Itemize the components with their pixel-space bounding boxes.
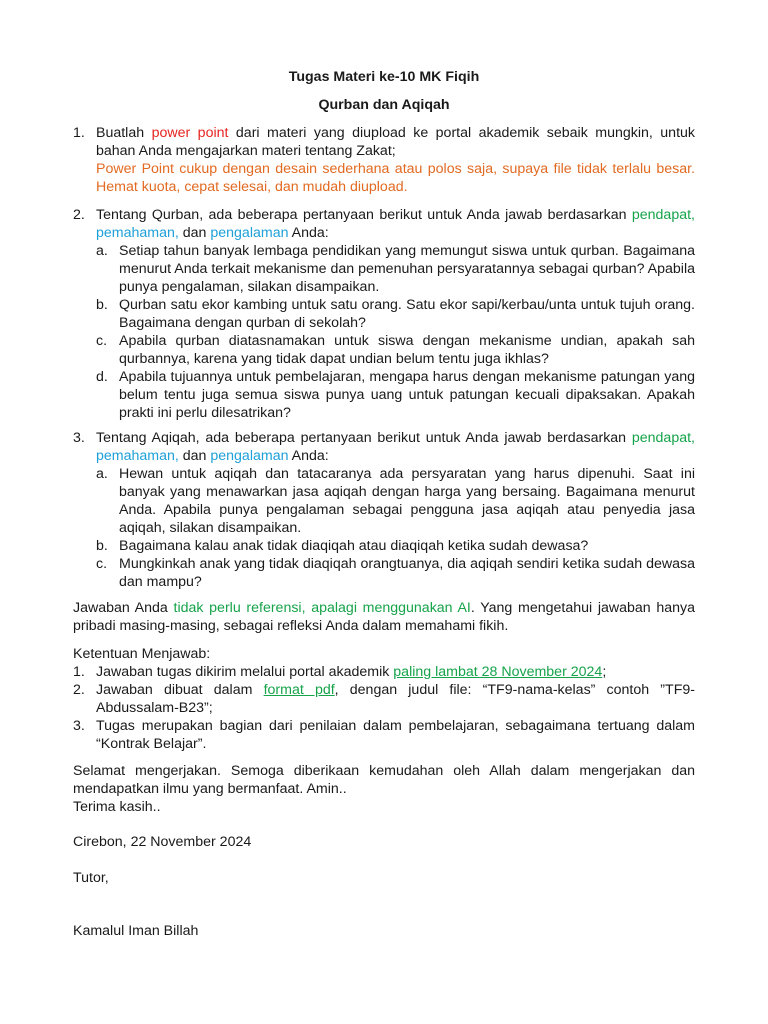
sub-question: a. Setiap tahun banyak lembaga pendidikan yang memungut siswa untuk qurban. Bagaimana menurut Anda terkait mekanisme dan pemenuhan persyaratannya sebagai qurban? Apabila punya pengalaman, silakan disampaikan. (96, 243, 695, 295)
pengalaman-highlight: pengalaman (210, 225, 289, 241)
pendapat-highlight: pendapat, (631, 207, 695, 223)
pemahaman-highlight: pemahaman, (96, 225, 179, 241)
item-text: Buatlah power point dari materi yang diupload ke portal akademik sebaik mungkin, untuk bahan Anda mengajarkan materi tentang Zakat; (96, 125, 695, 159)
format-pdf-link[interactable]: format pdf (263, 682, 335, 698)
task-item-3 (73, 429, 695, 591)
item-number: 3. (73, 430, 85, 446)
closing-text: Selamat mengerjakan. Semoga diberikaan kemudahan oleh Allah dalam mengerjakan dan mendapatkan ilmu yang bermanfaat. Amin.. Terima kasih.. (73, 763, 695, 815)
deadline-link[interactable]: paling lambat 28 November 2024 (393, 664, 603, 680)
item-number: 1. (73, 125, 85, 141)
sub-question: c. Mungkinkah anak yang tidak diaqiqah orangtuanya, dia aqiqah sendiri ketika sudah dewasa dan mampu? (96, 556, 695, 590)
rule-item: 3. Tugas merupakan bagian dari penilaian dalam pembelajaran, sebagaimana tertuang dalam “Kontrak Belajar”. (73, 718, 695, 752)
task-item-1 (73, 124, 695, 196)
item-note: Power Point cukup dengan desain sederhana atau polos saja, supaya file tidak terlalu besar. Hemat kuota, cepat selesai, dan mudah diupload. (96, 161, 695, 195)
power-point-highlight: power point (151, 125, 229, 141)
document-subtitle: Qurban dan Aqiqah (318, 97, 450, 113)
sub-question: c. Apabila qurban diatasnamakan untuk siswa dengan mekanisme undian, apakah sah qurbannya, karena yang tidak dapat undian belum tentu juga ikhlas? (96, 333, 695, 367)
signatory-name: Kamalul Iman Billah (73, 923, 199, 939)
item-number: 2. (73, 207, 85, 223)
sub-question: d. Apabila tujuannya untuk pembelajaran, mengapa harus dengan mekanisme patungan yang belum tentu juga semua siswa punya uang untuk patungan kecuali dipaksakan. Apakah prakti ini perlu dilesatrikan? (96, 369, 695, 421)
task-item-2 (73, 206, 695, 422)
answer-instruction: Jawaban Anda tidak perlu referensi, apalagi menggunakan AI. Yang mengetahui jawaban hanya pribadi masing-masing, sebagai refleksi Anda dalam memahami fikih. (73, 600, 696, 634)
pengalaman-highlight: pengalaman (210, 448, 289, 464)
tutor-label: Tutor, (73, 870, 109, 886)
rule-item: 2. Jawaban dibuat dalam format pdf, dengan judul file: “TF9-nama-kelas” contoh ”TF9-Abdussalam-B23”; (73, 682, 695, 716)
pendapat-highlight: pendapat, (631, 430, 695, 446)
pemahaman-highlight: pemahaman, (96, 448, 179, 464)
document-title: Tugas Materi ke-10 MK Fiqih (288, 69, 480, 85)
rule-item: 1. Jawaban tugas dikirim melalui portal akademik paling lambat 28 November 2024; (73, 664, 607, 680)
sub-question: b. Bagaimana kalau anak tidak diaqiqah atau diaqiqah ketika sudah dewasa? (96, 538, 589, 554)
sub-question: b. Qurban satu ekor kambing untuk satu orang. Satu ekor sapi/kerbau/unta untuk tujuh orang. Bagaimana dengan qurban di sekolah? (96, 297, 695, 331)
item-text: Tentang Aqiqah, ada beberapa pertanyaan berikut untuk Anda jawab berdasarkan pendapat, pemahaman, dan pengalaman Anda: (96, 430, 695, 464)
answer-rules (73, 645, 695, 753)
place-date: Cirebon, 22 November 2024 (73, 834, 252, 850)
item-text: Tentang Qurban, ada beberapa pertanyaan berikut untuk Anda jawab berdasarkan pendapat, pemahaman, dan pengalaman Anda: (96, 207, 695, 241)
sub-question: a. Hewan untuk aqiqah dan tatacaranya ada persyaratan yang harus dipenuhi. Saat ini banyak yang menawarkan jasa aqiqah dengan harga yang bersaing. Bagaimana menurut Anda. Apabila punya pengalaman sebagai pengguna jasa aqiqah atau penyedia jasa aqiqah, silakan disampaikan. (96, 466, 695, 536)
rules-heading: Ketentuan Menjawab: (73, 646, 211, 662)
no-reference-highlight: tidak perlu referensi, apalagi menggunakan AI (173, 600, 471, 616)
